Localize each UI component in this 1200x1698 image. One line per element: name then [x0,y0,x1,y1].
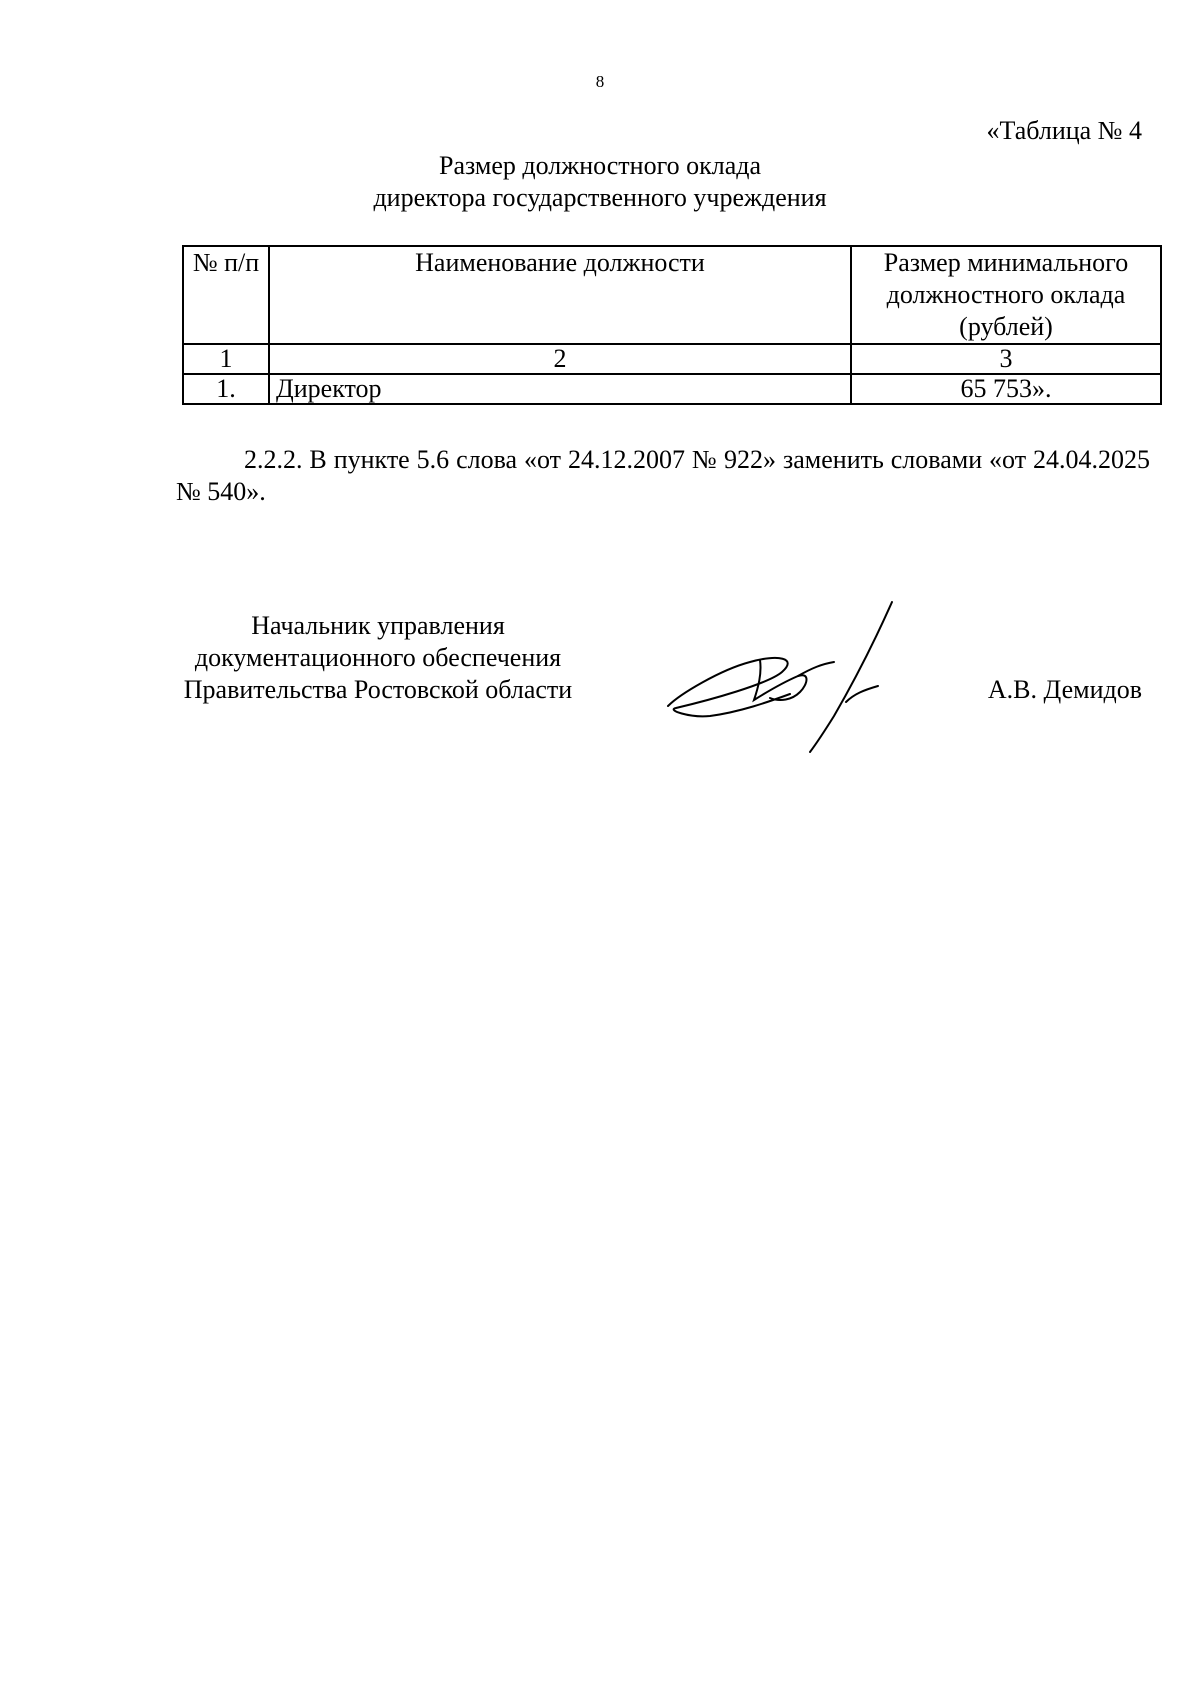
signatory-title-line-3: Правительства Ростовской области [183,675,573,704]
salary-table [182,245,1162,405]
signatory-title-line-2: документационного обеспечения [194,643,562,672]
header-salary: Размер минимального должностного оклада (рублей) [851,246,1161,344]
signer-name: А.В. Демидов [987,675,1142,704]
signatory-title [168,610,588,706]
amendment-paragraph: 2.2.2. В пункте 5.6 слова «от 24.12.2007 № 922» заменить словами «от 24.04.2025 № 540». [176,445,1150,506]
index-cell-1: 1 [183,344,269,374]
header-position-name: Наименование должности [269,246,851,344]
table-heading-line-1: Размер должностного оклада [438,151,762,180]
table-index-row [183,344,1161,374]
row-position-name: Директор [269,374,851,404]
signatory-title-line-1: Начальник управления [251,611,505,640]
table-caption: «Таблица № 4 [986,116,1142,145]
index-cell-3: 3 [851,344,1161,374]
row-salary: 65 753». [851,374,1161,404]
header-num: № п/п [183,246,269,344]
row-num: 1. [183,374,269,404]
page-number: 8 [595,72,605,91]
table-header-row [183,246,1161,344]
table-row [183,374,1161,404]
index-cell-2: 2 [269,344,851,374]
table-heading-line-2: директора государственного учреждения [373,183,827,212]
handwritten-signature [650,598,950,758]
table-heading [0,150,1200,214]
